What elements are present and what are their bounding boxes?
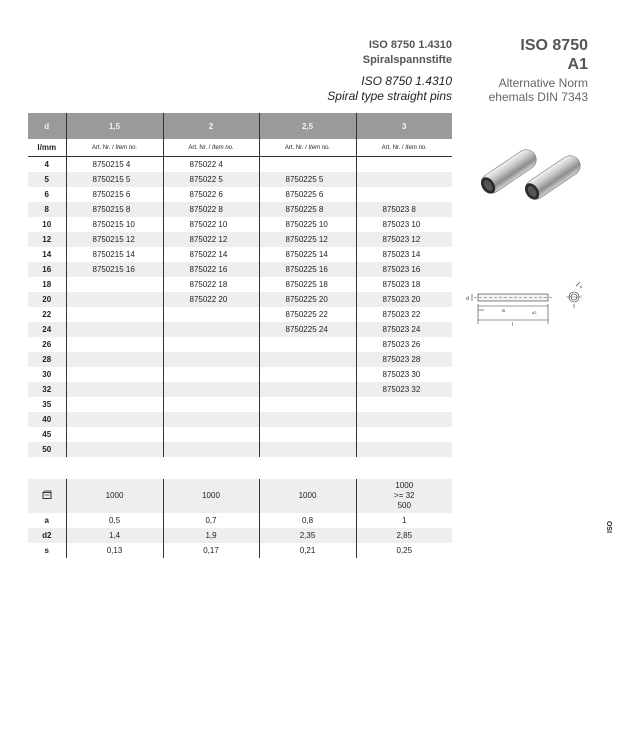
property-value: 0,21 (259, 543, 356, 558)
d-label: d (28, 113, 66, 139)
diameter-header-row (28, 113, 452, 139)
property-value: 0,8 (259, 513, 356, 528)
item-number-cell: 875022 16 (163, 262, 259, 277)
table-row (28, 232, 452, 247)
drawing-label-d2: d2 (532, 310, 537, 315)
item-number-cell: 875023 8 (356, 202, 452, 217)
item-number-cell (259, 352, 356, 367)
property-row (28, 528, 452, 543)
item-number-cell (356, 157, 452, 173)
item-no-italic: Item no. (115, 144, 138, 151)
diameter-header-cell: 1,5 (66, 113, 163, 139)
item-number-cell: 8750225 5 (259, 172, 356, 187)
item-number-cell: 875023 12 (356, 232, 452, 247)
diameter-header-cell: 3 (356, 113, 452, 139)
property-value: 2,35 (259, 528, 356, 543)
item-number-cell (259, 442, 356, 457)
table-row (28, 217, 452, 232)
item-number-cell: 875023 24 (356, 322, 452, 337)
property-value: 0,5 (66, 513, 163, 528)
table-row (28, 367, 452, 382)
item-number-cell: 875023 26 (356, 337, 452, 352)
item-number-cell (356, 442, 452, 457)
property-row (28, 543, 452, 558)
length-cell: 30 (42, 370, 52, 379)
item-number-cell (356, 427, 452, 442)
item-number-cell (66, 292, 163, 307)
diameter-header-cell: 2,5 (259, 113, 356, 139)
length-cell: 24 (28, 322, 66, 337)
item-number-cell: 8750225 22 (259, 307, 356, 322)
length-cell: 8 (28, 202, 66, 217)
material-grade: A1 (567, 56, 588, 73)
package-qty-cell: 1000 (66, 479, 163, 513)
item-no-header: Art. Nr. / Item no. (163, 139, 259, 157)
item-number-cell (163, 367, 259, 382)
table-row (28, 307, 452, 322)
item-number-cell: 875023 10 (356, 217, 452, 232)
length-cell: 50 (28, 442, 66, 457)
drawing-label-s: s (580, 284, 582, 289)
property-value: 1 (356, 513, 452, 528)
property-label: s (44, 546, 49, 555)
item-number-cell: 875023 20 (356, 292, 452, 307)
item-number-cell: 8750225 24 (259, 322, 356, 337)
alt-norm-label: Alternative Norm (498, 76, 588, 90)
item-number-cell (163, 337, 259, 352)
package-qty-cell: 1000 >= 32 500 (356, 479, 452, 513)
subheader-row (28, 139, 452, 157)
item-number-cell: 875022 14 (163, 247, 259, 262)
item-no-italic: Item no. (211, 144, 234, 151)
package-qty-row (28, 479, 452, 513)
item-no-italic: Item no. (405, 144, 427, 151)
item-number-cell: 875022 5 (163, 172, 259, 187)
table-row (28, 172, 452, 187)
item-number-cell (356, 412, 452, 427)
side-tab-label: ISO (607, 520, 614, 533)
item-number-cell (66, 397, 163, 412)
drawing-label-a: a (502, 308, 505, 314)
item-number-cell: 8750215 16 (66, 262, 163, 277)
item-number-cell: 8750225 18 (259, 277, 356, 292)
item-number-cell: 8750215 6 (66, 187, 163, 202)
article-table (28, 113, 452, 457)
item-number-cell: 8750225 10 (259, 217, 356, 232)
package-qty-cell: 1000 (259, 479, 356, 513)
table-row (28, 157, 452, 173)
properties-table (28, 479, 452, 558)
property-value: 2,85 (356, 528, 452, 543)
table-row (28, 292, 452, 307)
item-number-cell (163, 307, 259, 322)
item-number-cell: 875023 30 (356, 367, 452, 382)
item-number-cell: 875022 18 (163, 277, 259, 292)
title-de-standard: ISO 8750 1.4310 (368, 39, 452, 51)
item-number-cell (163, 427, 259, 442)
title-de-name: Spiralspannstifte (362, 54, 452, 66)
length-cell: 20 (28, 292, 66, 307)
item-number-cell: 875023 14 (356, 247, 452, 262)
title-en-standard: ISO 8750 1.4310 (361, 74, 452, 88)
item-no-header: Art. Nr. / Item no. (356, 139, 452, 157)
item-number-cell (66, 322, 163, 337)
item-number-cell (356, 172, 452, 187)
item-number-cell (66, 337, 163, 352)
item-number-cell: 875023 18 (356, 277, 452, 292)
item-number-cell: 8750215 5 (66, 172, 163, 187)
length-cell: 18 (42, 280, 52, 289)
length-cell: 32 (28, 382, 66, 397)
item-number-cell (163, 352, 259, 367)
header-product-title (290, 38, 452, 104)
item-number-cell: 8750225 8 (259, 202, 356, 217)
item-number-cell (259, 397, 356, 412)
item-number-cell (259, 382, 356, 397)
table-row (28, 397, 452, 412)
standard-number: ISO 8750 (520, 37, 588, 54)
property-value: 0,7 (163, 513, 259, 528)
length-cell: 45 (42, 430, 52, 439)
diameter-header-cell: 2 (163, 113, 259, 139)
item-number-cell (66, 382, 163, 397)
item-no-italic: Item no. (308, 144, 331, 151)
item-number-cell (66, 442, 163, 457)
item-number-cell (356, 397, 452, 412)
item-number-cell (66, 307, 163, 322)
drawing-label-l: l (512, 322, 514, 328)
length-cell: 10 (42, 220, 52, 229)
item-number-cell: 875023 28 (356, 352, 452, 367)
length-cell: 22 (42, 310, 52, 319)
item-number-cell: 875023 22 (356, 307, 452, 322)
item-number-cell (66, 412, 163, 427)
property-value: 0,13 (66, 543, 163, 558)
length-cell: 5 (28, 172, 66, 187)
item-number-cell: 8750215 4 (66, 157, 163, 173)
table-row (28, 442, 452, 457)
length-cell: 26 (42, 340, 52, 349)
item-number-cell: 8750225 16 (259, 262, 356, 277)
item-number-cell (163, 322, 259, 337)
length-cell: 35 (42, 400, 52, 409)
item-number-cell (66, 352, 163, 367)
item-number-cell: 8750215 10 (66, 217, 163, 232)
property-value: 1,4 (66, 528, 163, 543)
length-cell: 4 (44, 160, 49, 169)
item-number-cell: 8750225 14 (259, 247, 356, 262)
length-cell: 14 (42, 250, 52, 259)
length-label: l/mm (28, 139, 66, 157)
table-row (28, 247, 452, 262)
table-row (28, 202, 452, 217)
item-number-cell (163, 412, 259, 427)
item-number-cell (163, 442, 259, 457)
header-standard-block (470, 36, 588, 104)
item-number-cell: 8750225 12 (259, 232, 356, 247)
item-number-cell: 875022 6 (163, 187, 259, 202)
item-number-cell (66, 427, 163, 442)
table-row (28, 382, 452, 397)
item-number-cell: 8750215 14 (66, 247, 163, 262)
item-number-cell: 875022 12 (163, 232, 259, 247)
item-number-cell: 8750225 20 (259, 292, 356, 307)
item-number-cell: 8750215 12 (66, 232, 163, 247)
table-row (28, 262, 452, 277)
table-row (28, 187, 452, 202)
length-cell: 12 (28, 232, 66, 247)
item-number-cell: 875022 10 (163, 217, 259, 232)
item-number-cell (259, 412, 356, 427)
item-number-cell (259, 337, 356, 352)
item-number-cell: 875022 8 (163, 202, 259, 217)
item-number-cell (356, 187, 452, 202)
property-value: 0,17 (163, 543, 259, 558)
length-cell: 6 (44, 190, 49, 199)
length-cell: 28 (28, 352, 66, 367)
package-icon (28, 479, 66, 513)
former-din-label: ehemals DIN 7343 (488, 90, 588, 104)
length-cell: 40 (28, 412, 66, 427)
property-row (28, 513, 452, 528)
package-qty-cell: 1000 (163, 479, 259, 513)
table-row (28, 427, 452, 442)
table-row (28, 277, 452, 292)
drawing-label-d: d (466, 296, 469, 302)
table-row (28, 352, 452, 367)
item-number-cell (163, 382, 259, 397)
property-label: a (44, 516, 49, 525)
item-number-cell (66, 367, 163, 382)
item-number-cell (66, 277, 163, 292)
title-en-name: Spiral type straight pins (327, 89, 452, 103)
property-value: 1,9 (163, 528, 259, 543)
item-number-cell (163, 397, 259, 412)
table-row (28, 337, 452, 352)
property-value: 0,25 (356, 543, 452, 558)
item-number-cell: 875023 32 (356, 382, 452, 397)
item-number-cell (259, 427, 356, 442)
item-number-cell: 8750225 6 (259, 187, 356, 202)
item-number-cell: 875023 16 (356, 262, 452, 277)
item-number-cell: 875022 20 (163, 292, 259, 307)
spiral-pins-photo (470, 130, 590, 220)
item-no-header: Art. Nr. / Item no. (259, 139, 356, 157)
table-row (28, 322, 452, 337)
table-row (28, 412, 452, 427)
item-number-cell (259, 157, 356, 173)
item-number-cell: 8750215 8 (66, 202, 163, 217)
item-number-cell: 875022 4 (163, 157, 259, 173)
item-no-header: Art. Nr. / Item no. (66, 139, 163, 157)
technical-drawing (462, 280, 592, 330)
property-label: d2 (28, 528, 66, 543)
item-number-cell (259, 367, 356, 382)
length-cell: 16 (28, 262, 66, 277)
